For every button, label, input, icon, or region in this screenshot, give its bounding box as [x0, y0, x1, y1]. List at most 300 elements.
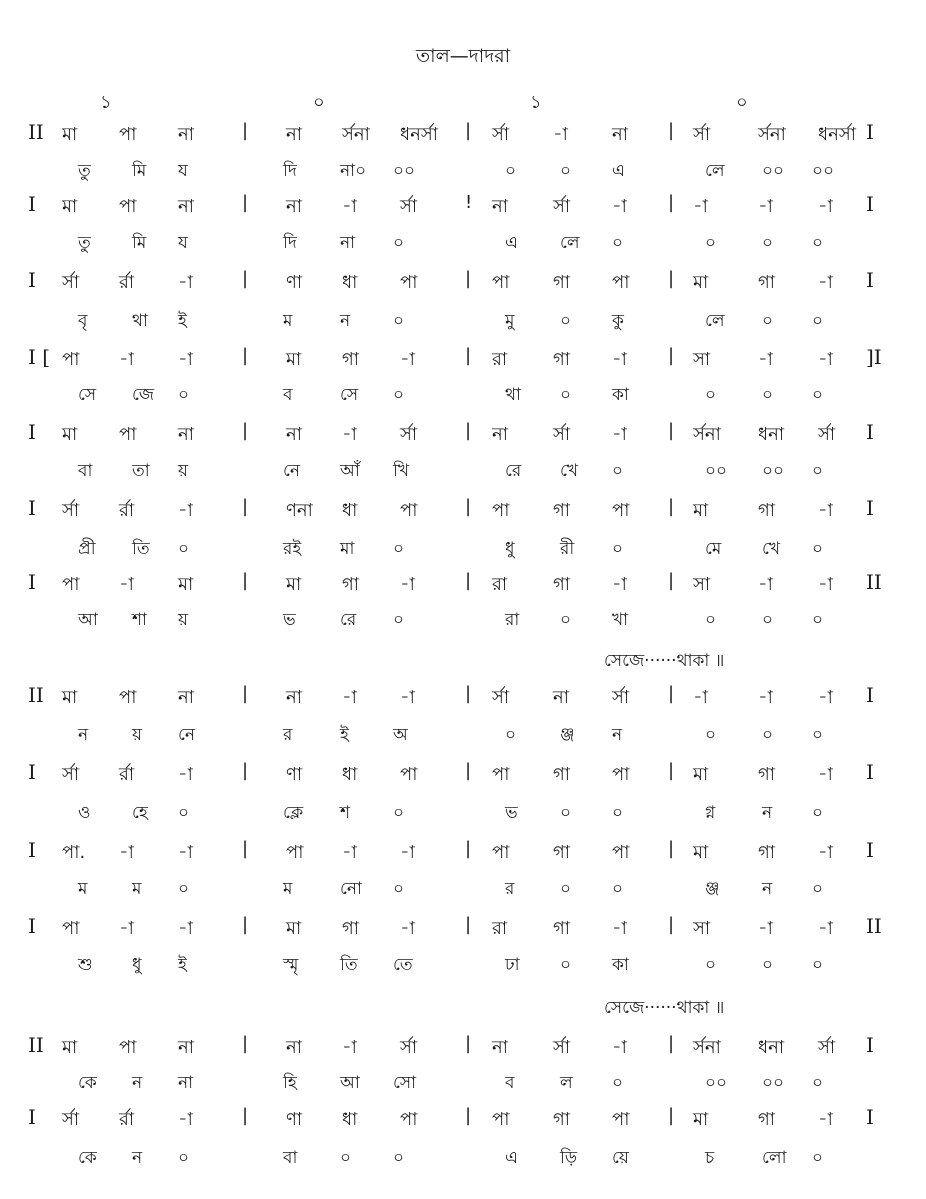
swara-note: পা — [119, 196, 137, 217]
swara-note: পা — [492, 842, 510, 863]
swara-note: র্সা — [492, 124, 510, 145]
swara-note: র্রা — [119, 1109, 135, 1130]
swara-note: পা — [119, 1037, 137, 1058]
swara-note: র্সা — [492, 687, 510, 708]
swara-note: পা — [400, 500, 418, 521]
row-end-marker: II — [866, 914, 882, 938]
swara-note: না — [492, 424, 508, 445]
swara-note: -া — [553, 124, 568, 145]
lyric-syllable: ০ — [560, 803, 572, 823]
lyric-syllable: ন — [762, 879, 773, 899]
lyric-syllable: য় — [178, 461, 189, 481]
lyric-syllable: ড়ি — [560, 1148, 578, 1168]
swara-note: র্সনা — [693, 424, 721, 445]
swara-row — [0, 268, 926, 298]
swara-note: রা — [492, 574, 508, 595]
bar-divider: | — [242, 570, 249, 591]
lyric-syllable: ০ — [762, 610, 774, 630]
swara-note: না — [178, 196, 194, 217]
lyric-syllable: ০ — [612, 233, 624, 253]
swara-note: গা — [553, 500, 571, 521]
swara-note: গা — [342, 349, 360, 370]
swara-note: র্সা — [62, 272, 80, 293]
swara-row — [0, 838, 926, 868]
swara-note: মা — [286, 918, 302, 939]
lyric-row — [0, 607, 926, 635]
lyric-syllable: রে — [505, 461, 522, 481]
lyric-syllable: ভ — [283, 610, 296, 630]
swara-note: -া — [400, 574, 415, 595]
swara-note: না — [286, 424, 302, 445]
row-end-marker: I — [866, 120, 874, 144]
bar-divider: | — [242, 1105, 249, 1126]
lyric-syllable: বৃ — [78, 311, 88, 331]
swara-note: -া — [400, 349, 415, 370]
lyric-syllable: ০ — [705, 385, 717, 405]
lyric-syllable: ০ — [178, 385, 190, 405]
bar-divider: | — [242, 683, 249, 704]
lyric-syllable: শু — [78, 955, 93, 975]
lyric-syllable: স্মৃ — [283, 955, 299, 975]
swara-row — [0, 760, 926, 790]
swara-note: -া — [400, 687, 415, 708]
swara-note: -া — [178, 764, 193, 785]
row-start-marker: I — [28, 192, 36, 216]
swara-note: -া — [612, 1037, 627, 1058]
lyric-syllable: ০ — [393, 233, 405, 253]
lyric-row — [0, 876, 926, 904]
swara-row — [0, 914, 926, 944]
swara-note: মা — [693, 842, 709, 863]
swara-note: র্সা — [400, 1037, 418, 1058]
swara-note: পা — [612, 842, 630, 863]
swara-note: গা — [758, 1109, 776, 1130]
row-start-marker: I — [28, 838, 36, 862]
swara-note: পা — [62, 574, 80, 595]
swara-note: -া — [178, 500, 193, 521]
lyric-syllable: মি — [132, 161, 147, 181]
swara-note: -া — [400, 842, 415, 863]
lyric-syllable: ম — [283, 311, 293, 331]
lyric-syllable: ০০ — [812, 161, 835, 181]
swara-note: পা — [119, 424, 137, 445]
row-start-marker: I — [28, 496, 36, 520]
lyric-syllable: আ — [340, 1073, 360, 1093]
row-start-marker: II — [28, 1033, 44, 1057]
swara-note: র্সা — [400, 196, 418, 217]
lyric-syllable: রী — [560, 539, 575, 559]
swara-note: র্সা — [818, 424, 836, 445]
bar-divider: ! — [465, 192, 473, 213]
row-start-marker: I — [28, 268, 36, 292]
swara-note: পা — [400, 764, 418, 785]
swara-note: র্সা — [612, 687, 630, 708]
lyric-syllable: ন — [132, 1148, 143, 1168]
row-start-marker: I — [28, 1105, 36, 1129]
swara-note: -া — [818, 500, 833, 521]
row-end-marker: I — [866, 838, 874, 862]
swara-note: ণা — [286, 272, 303, 293]
lyric-syllable: ন — [78, 725, 89, 745]
swara-note: না — [286, 124, 302, 145]
lyric-syllable: ধু — [505, 539, 515, 559]
swara-note: মা — [693, 500, 709, 521]
lyric-syllable: ০ — [705, 610, 717, 630]
lyric-syllable: ০ — [812, 955, 824, 975]
swara-note: না — [178, 1037, 194, 1058]
row-end-marker: II — [866, 570, 882, 594]
lyric-syllable: না০ — [340, 161, 367, 181]
lyric-syllable: ব — [505, 1073, 515, 1093]
swara-note: ধা — [342, 1109, 358, 1130]
swara-note: পা — [492, 500, 510, 521]
lyric-syllable: ০ — [612, 1073, 624, 1093]
row-start-marker: I [ — [28, 345, 51, 369]
swara-row — [0, 345, 926, 375]
lyric-syllable: তে — [393, 955, 413, 975]
lyric-syllable: ০ — [393, 879, 405, 899]
swara-note: র্সা — [62, 500, 80, 521]
lyric-syllable: ০ — [762, 311, 774, 331]
swara-note: -া — [342, 424, 357, 445]
bar-divider: | — [668, 496, 675, 517]
swara-note: -া — [612, 196, 627, 217]
swara-note: -া — [612, 918, 627, 939]
bar-divider: | — [465, 345, 472, 366]
lyric-syllable: ০ — [812, 461, 824, 481]
lyric-syllable: ০ — [612, 879, 624, 899]
swara-note: র্রা — [119, 500, 135, 521]
swara-note: -া — [178, 1109, 193, 1130]
swara-note: -া — [758, 687, 773, 708]
swara-note: -া — [818, 272, 833, 293]
refrain-row — [0, 648, 926, 678]
bar-divider: | — [668, 345, 675, 366]
lyric-syllable: ০ — [762, 955, 774, 975]
swara-note: -া — [119, 349, 134, 370]
lyric-syllable: ০ — [393, 311, 405, 331]
lyric-syllable: শ — [340, 803, 351, 823]
taal-markers — [0, 88, 926, 112]
swara-note: মা — [693, 764, 709, 785]
lyric-syllable: তু — [78, 161, 91, 181]
lyric-syllable: ০০ — [705, 461, 728, 481]
lyric-syllable: ০ — [178, 539, 190, 559]
lyric-row — [0, 722, 926, 750]
bar-divider: | — [668, 760, 675, 781]
lyric-syllable: অ — [393, 725, 408, 745]
lyric-syllable: ০ — [560, 610, 572, 630]
lyric-syllable: ই — [340, 725, 349, 745]
bar-divider: | — [668, 192, 675, 213]
swara-note: পা — [612, 272, 630, 293]
bar-divider: | — [242, 1033, 249, 1054]
swara-note: ণা — [286, 764, 303, 785]
lyric-syllable: ০০ — [705, 1073, 728, 1093]
swara-note: গা — [553, 764, 571, 785]
lyric-syllable: ০০ — [762, 1073, 785, 1093]
lyric-syllable: খি — [393, 461, 410, 481]
lyric-syllable: ম — [78, 879, 88, 899]
bar-divider: | — [242, 192, 249, 213]
refrain-text: সেজে······থাকা ॥ — [604, 651, 725, 671]
lyric-syllable: রে — [340, 610, 357, 630]
row-end-marker: I — [866, 496, 874, 520]
bar-divider: | — [465, 570, 472, 591]
bar-divider: | — [242, 120, 249, 141]
swara-row — [0, 1105, 926, 1135]
lyric-syllable: সে — [78, 385, 97, 405]
lyric-row — [0, 1145, 926, 1173]
bar-divider: | — [465, 420, 472, 441]
bar-divider: | — [465, 1033, 472, 1054]
swara-row — [0, 683, 926, 713]
swara-note: -া — [818, 687, 833, 708]
swara-note: -া — [400, 918, 415, 939]
lyric-syllable: ই — [178, 955, 187, 975]
swara-note: গা — [553, 918, 571, 939]
lyric-row — [0, 536, 926, 564]
bar-divider: | — [465, 760, 472, 781]
swara-note: সা — [693, 574, 711, 595]
lyric-syllable: ম — [283, 879, 293, 899]
row-end-marker: I — [866, 760, 874, 784]
lyric-syllable: লে — [705, 311, 725, 331]
lyric-row — [0, 230, 926, 258]
swara-note: -া — [818, 574, 833, 595]
swara-note: র্সা — [693, 124, 711, 145]
lyric-row — [0, 1070, 926, 1098]
swara-note: ণা — [286, 1109, 303, 1130]
swara-note: মা — [693, 1109, 709, 1130]
taal-mark: ০ — [313, 92, 325, 113]
swara-note: গা — [553, 272, 571, 293]
swara-row — [0, 120, 926, 150]
lyric-syllable: ০ — [705, 233, 717, 253]
swara-note: -া — [178, 918, 193, 939]
row-end-marker: I — [866, 683, 874, 707]
swara-note: -া — [178, 842, 193, 863]
row-start-marker: II — [28, 683, 44, 707]
lyric-syllable: আঁ — [340, 461, 360, 481]
swara-note: পা — [492, 1109, 510, 1130]
lyric-syllable: য়ে — [612, 1148, 629, 1168]
lyric-syllable: ০ — [560, 385, 572, 405]
lyric-syllable: মে — [705, 539, 722, 559]
lyric-syllable: প্রী — [78, 539, 96, 559]
lyric-syllable: ল — [560, 1073, 573, 1093]
row-end-marker: I — [866, 268, 874, 292]
swara-note: -া — [342, 687, 357, 708]
lyric-syllable: য — [178, 233, 188, 253]
lyric-syllable: থা — [505, 385, 521, 405]
swara-note: পা — [492, 764, 510, 785]
row-end-marker: I — [866, 1033, 874, 1057]
swara-note: পা — [62, 918, 80, 939]
lyric-syllable: ০ — [178, 879, 190, 899]
bar-divider: | — [242, 838, 249, 859]
swara-note: না — [286, 687, 302, 708]
swara-note: -া — [818, 196, 833, 217]
lyric-syllable: মা — [340, 539, 355, 559]
lyric-syllable: হে — [132, 803, 148, 823]
lyric-syllable: কা — [612, 385, 629, 405]
lyric-syllable: বা — [78, 461, 93, 481]
lyric-syllable: নো — [340, 879, 362, 899]
swara-note: পা — [492, 272, 510, 293]
taal-mark: ১ — [100, 92, 112, 113]
lyric-syllable: তু — [78, 233, 91, 253]
lyric-syllable: ন — [612, 725, 623, 745]
swara-note: গা — [758, 764, 776, 785]
lyric-syllable: না — [340, 233, 356, 253]
lyric-syllable: মি — [132, 233, 147, 253]
bar-divider: | — [668, 1105, 675, 1126]
swara-note: গা — [758, 842, 776, 863]
lyric-syllable: ০ — [812, 233, 824, 253]
swara-note: -া — [818, 349, 833, 370]
lyric-syllable: ব — [283, 385, 293, 405]
swara-note: গা — [553, 1109, 571, 1130]
lyric-syllable: চ — [705, 1148, 715, 1168]
row-start-marker: I — [28, 914, 36, 938]
lyric-row — [0, 382, 926, 410]
lyric-syllable: লে — [560, 233, 580, 253]
lyric-syllable: ০ — [340, 1148, 352, 1168]
lyric-syllable: ০ — [612, 539, 624, 559]
swara-row — [0, 1033, 926, 1063]
bar-divider: | — [668, 120, 675, 141]
lyric-syllable: ০ — [393, 385, 405, 405]
swara-note: না — [286, 196, 302, 217]
lyric-syllable: তি — [132, 539, 150, 559]
swara-note: না — [178, 124, 194, 145]
lyric-syllable: র — [505, 879, 515, 899]
bar-divider: | — [668, 914, 675, 935]
lyric-syllable: খা — [612, 610, 629, 630]
lyric-syllable: ঞ্জ — [705, 879, 720, 899]
swara-note: র্সা — [553, 1037, 571, 1058]
bar-divider: | — [242, 345, 249, 366]
lyric-syllable: রই — [283, 539, 302, 559]
lyric-syllable: লে — [705, 161, 725, 181]
lyric-syllable: ০ — [762, 725, 774, 745]
row-end-marker: I — [866, 420, 874, 444]
swara-note: মা — [62, 1037, 78, 1058]
swara-note: -া — [818, 842, 833, 863]
swara-note: না — [178, 424, 194, 445]
bar-divider: | — [465, 120, 472, 141]
lyric-syllable: ম — [132, 879, 142, 899]
swara-note: না — [178, 687, 194, 708]
swara-note: মা — [62, 424, 78, 445]
swara-note: র্সনা — [693, 1037, 721, 1058]
swara-note: -া — [342, 196, 357, 217]
lyric-syllable: খে — [560, 461, 579, 481]
lyric-syllable: সো — [393, 1073, 417, 1093]
swara-note: র্রা — [119, 764, 135, 785]
swara-note: র্সা — [400, 424, 418, 445]
swara-note: -া — [693, 687, 708, 708]
lyric-syllable: ০ — [812, 725, 824, 745]
taal-mark: ০ — [736, 92, 748, 113]
lyric-syllable: বা — [283, 1148, 298, 1168]
lyric-syllable: এ — [612, 161, 625, 181]
lyric-syllable: ০ — [812, 1073, 824, 1093]
swara-note: গা — [758, 272, 776, 293]
row-end-marker: I — [866, 1105, 874, 1129]
lyric-syllable: কে — [78, 1073, 97, 1093]
swara-note: -া — [758, 574, 773, 595]
lyric-syllable: ০০ — [393, 161, 416, 181]
swara-note: র্সা — [553, 196, 571, 217]
swara-note: মা — [62, 687, 78, 708]
swara-note: -া — [612, 349, 627, 370]
lyric-syllable: য় — [132, 725, 143, 745]
swara-row — [0, 192, 926, 222]
swara-note: ধনর্সা — [400, 124, 438, 145]
swara-note: না — [612, 124, 628, 145]
lyric-syllable: ০ — [612, 461, 624, 481]
lyric-syllable: ০ — [178, 1148, 190, 1168]
lyric-syllable: সে — [340, 385, 359, 405]
swara-note: পা — [612, 764, 630, 785]
swara-note: ধা — [342, 500, 358, 521]
lyric-syllable: দি — [283, 233, 297, 253]
swara-note: -া — [178, 272, 193, 293]
swara-note: গা — [553, 349, 571, 370]
swara-note: র্সা — [62, 1109, 80, 1130]
swara-note: গা — [553, 842, 571, 863]
lyric-syllable: ০ — [178, 803, 190, 823]
lyric-row — [0, 952, 926, 980]
lyric-syllable: নে — [178, 725, 196, 745]
lyric-syllable: ০ — [812, 311, 824, 331]
swara-note: র্সনা — [342, 124, 370, 145]
swara-note: -া — [119, 842, 134, 863]
row-end-marker: ]I — [866, 345, 882, 369]
swara-note: র্সা — [62, 764, 80, 785]
swara-note: গা — [342, 574, 360, 595]
swara-note: র্সা — [553, 424, 571, 445]
swara-row — [0, 570, 926, 600]
swara-row — [0, 420, 926, 450]
swara-note: -া — [612, 574, 627, 595]
swara-note: -া — [818, 1109, 833, 1130]
swara-note: পা — [400, 272, 418, 293]
lyric-syllable: ০ — [560, 161, 572, 181]
lyric-syllable: রা — [505, 610, 520, 630]
row-start-marker: I — [28, 420, 36, 444]
lyric-syllable: ক্লে — [283, 803, 304, 823]
lyric-syllable: ন — [132, 1073, 143, 1093]
bar-divider: | — [242, 268, 249, 289]
swara-note: রা — [492, 349, 508, 370]
lyric-syllable: শা — [132, 610, 147, 630]
lyric-syllable: জে — [132, 385, 155, 405]
swara-note: পা — [286, 842, 304, 863]
swara-note: ণনা — [286, 500, 313, 521]
lyric-syllable: ধু — [132, 955, 142, 975]
swara-note: সা — [693, 349, 711, 370]
refrain-row — [0, 995, 926, 1025]
bar-divider: | — [465, 496, 472, 517]
swara-note: -া — [342, 1037, 357, 1058]
bar-divider: | — [668, 1033, 675, 1054]
lyric-syllable: র — [283, 725, 293, 745]
bar-divider: | — [242, 420, 249, 441]
bar-divider: | — [465, 838, 472, 859]
